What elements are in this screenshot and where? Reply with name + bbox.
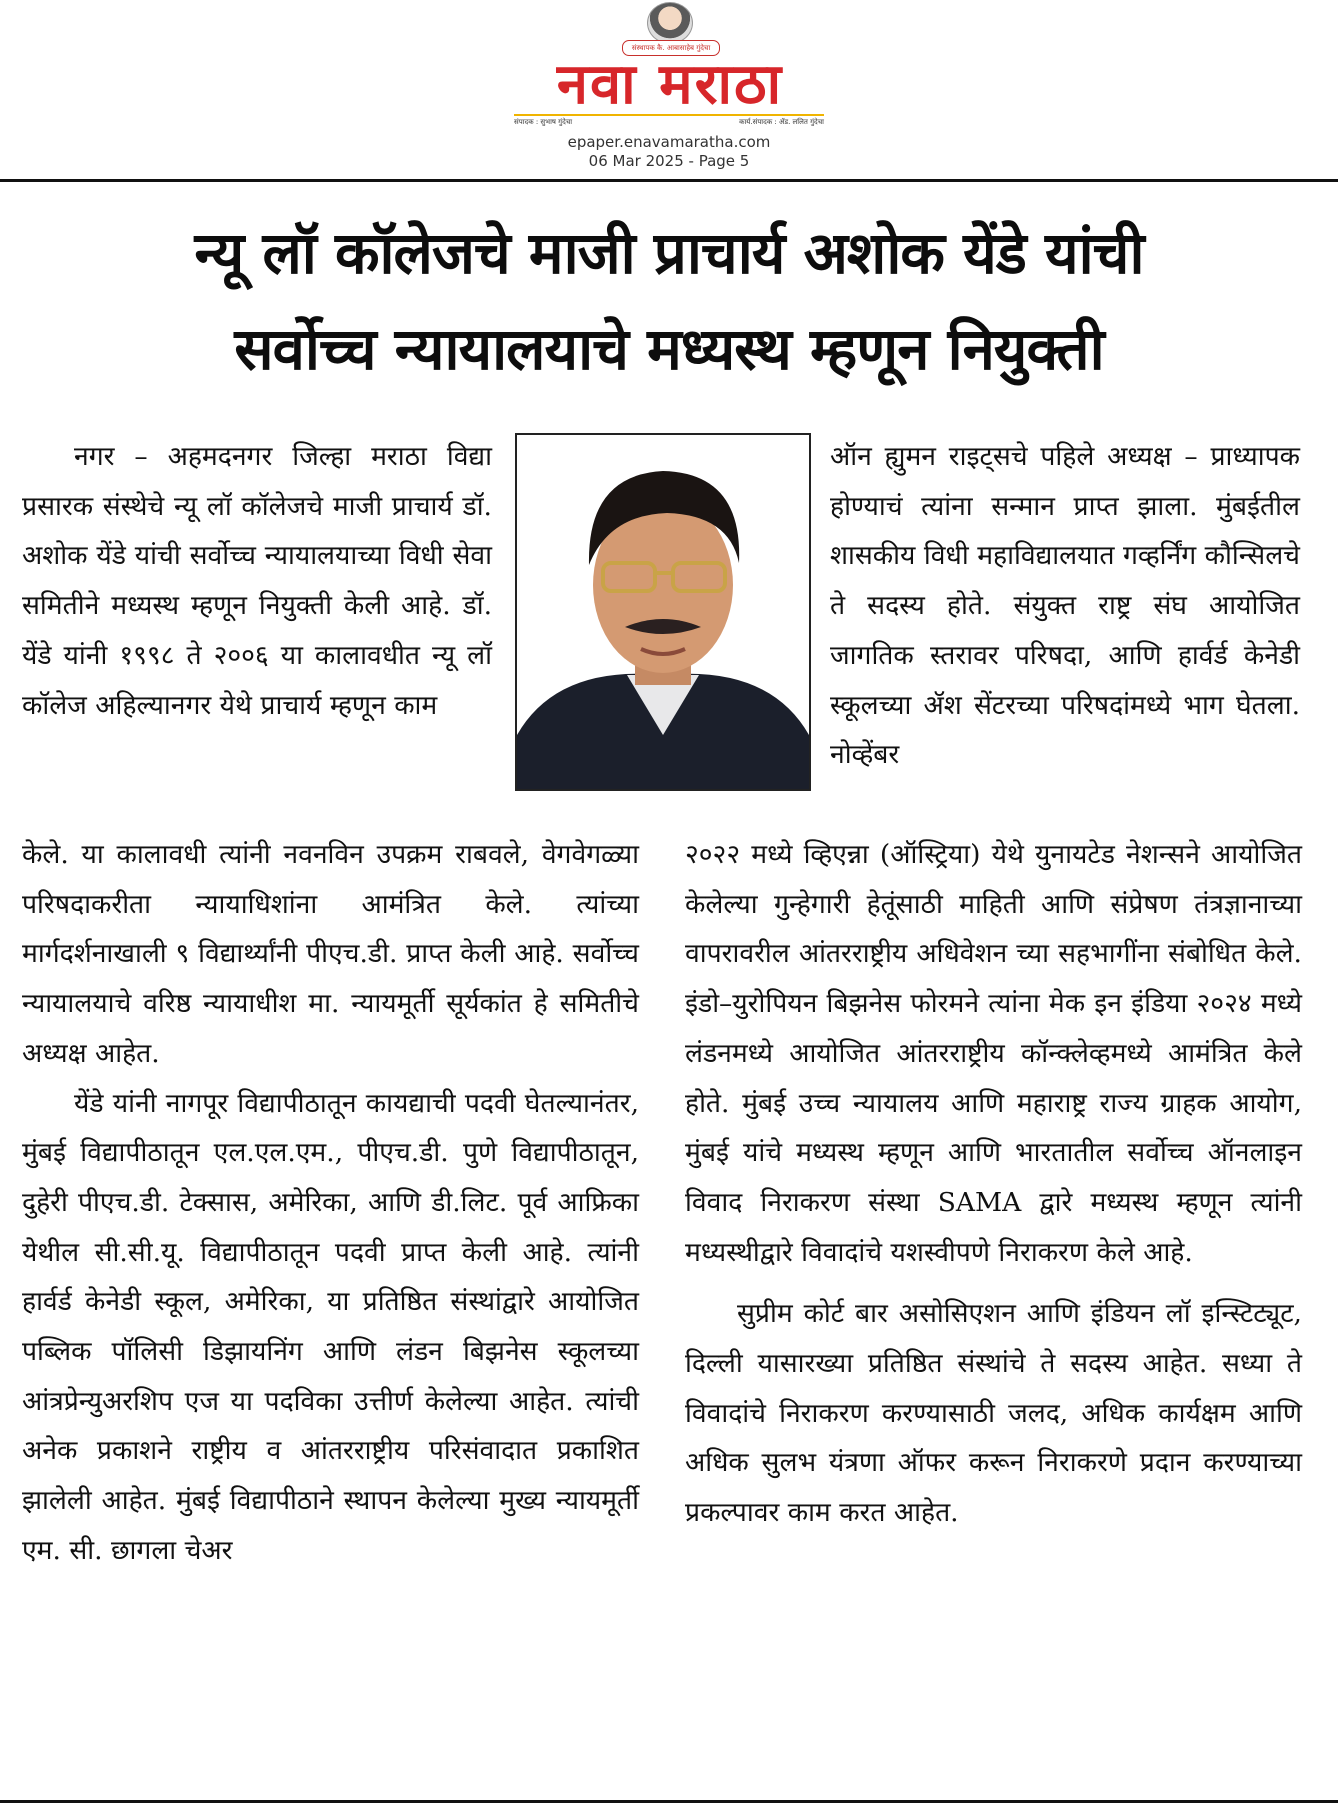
founder-ribbon: संस्थापक कै. आबासाहेब गुंदेचा [622, 40, 720, 56]
paragraph-education: येंडे यांनी नागपूर विद्यापीठातून कायद्याची पदवी घेतल्यानंतर, मुंबई विद्यापीठातून एल.एल.एम., पीएच.डी. पुणे विद्यापीठातून, दुहेरी पीएच.डी. टेक्सास, अमेरिका, आणि डी.लिट. पूर्व आफ्रिका येथील सी.सी.यू. विद्यापीठातून पदवी प्राप्त केली आहे. त्यांनी हार्वर्ड केनेडी स्कूल, अमेरिका, या प्रतिष्ठित संस्थांद्वारे आयोजित पब्लिक पॉलिसी डिझायनिंग आणि लंडन बिझनेस स्कूलच्या आंत्रप्रेन्युअरशिप एज या पदविका उत्तीर्ण केलेल्या आहेत. त्यांची अनेक प्रकाशने राष्ट्रीय व आंतरराष्ट्रीय परिसंवादात प्रकाशित झालेली आहेत. मुंबई विद्यापीठाने स्थापन केलेल्या मुख्य न्यायमूर्ती एम. सी. छागला चेअर [22, 1087, 639, 1566]
person-portrait-icon [517, 435, 809, 789]
headline-line-1: न्यू लॉ कॉलेजचे माजी प्राचार्य अशोक येंडे यांची [194, 219, 1144, 287]
newspaper-logo: नवा मराठा [556, 52, 784, 117]
editor-right: कार्य.संपादक : ॲड. ललित गुंदेचा [739, 118, 824, 126]
column-left-bottom [22, 830, 639, 1576]
column-left-top [22, 432, 492, 730]
column-right-bottom [685, 830, 1302, 1538]
paragraph-human-rights: ऑन ह्युमन राइट्सचे पहिले अध्यक्ष – प्राध्यापक होण्याचं त्यांना सन्मान प्राप्त झाला. मुंबईतील शासकीय विधी महाविद्यालयात गव्हर्निंग कौन्सिलचे ते सदस्य होते. संयुक्त राष्ट्र संघ आयोजित जागतिक स्तरावर परिषदा, आणि हार्वर्ड केनेडी स्कूलच्या ॲश सेंटरच्या परिषदांमध्ये भाग घेतला. नोव्हेंबर [830, 441, 1300, 771]
article-photo [515, 433, 811, 791]
paragraph-memberships: सुप्रीम कोर्ट बार असोसिएशन आणि इंडियन लॉ इन्स्टिट्यूट, दिल्ली यासारख्या प्रतिष्ठित संस्थांचे ते सदस्य आहेत. सध्या ते विवादांचे निराकरण करण्यासाठी जलद, अधिक कार्यक्षम आणि अधिक सुलभ यंत्रणा ऑफर करून निराकरणे प्रदान करण्याच्या प्रकल्पावर काम करत आहेत. [685, 1298, 1302, 1529]
editor-strip [514, 114, 824, 128]
article-headline [20, 205, 1318, 397]
page-date: 06 Mar 2025 - Page 5 [588, 152, 750, 170]
headline-line-2: सर्वोच्च न्यायालयाचे मध्यस्थ म्हणून नियुक्ती [234, 315, 1104, 383]
paragraph-intro: नगर – अहमदनगर जिल्हा मराठा विद्या प्रसारक संस्थेचे न्यू लॉ कॉलेजचे माजी प्राचार्य डॉ. अशोक येंडे यांची सर्वोच्च न्यायालयाच्या विधी सेवा समितीने मध्यस्थ म्हणून नियुक्ती केली आहे. डॉ. येंडे यांनी १९९८ ते २००६ या कालावधीत न्यू लॉ कॉलेज अहिल्यानगर येथे प्राचार्य म्हणून काम [22, 441, 492, 721]
paragraph-tenure: केले. या कालावधी त्यांनी नवनविन उपक्रम राबवले, वेगवेगळ्या परिषदाकरीता न्यायाधिशांना आमंत्रित केले. त्यांच्या मार्गदर्शनाखाली ९ विद्यार्थ्यांनी पीएच.डी. प्राप्त केली आहे. सर्वोच्च न्यायालयाचे वरिष्ठ न्यायाधीश मा. न्यायमूर्ती सूर्यकांत हे समितीचे अध्यक्ष आहेत. [22, 839, 639, 1069]
founder-portrait-icon [647, 2, 693, 44]
column-right-top [830, 432, 1300, 780]
bottom-divider [0, 1800, 1338, 1803]
masthead [0, 0, 1338, 180]
top-divider [0, 179, 1338, 182]
paragraph-international: २०२२ मध्ये व्हिएन्ना (ऑस्ट्रिया) येथे युनायटेड नेशन्सने आयोजित केलेल्या गुन्हेगारी हेतूंसाठी माहिती आणि संप्रेषण तंत्रज्ञानाच्या वापरावरील आंतरराष्ट्रीय अधिवेशन च्या सहभागींना संबोधित केले. इंडो–युरोपियन बिझनेस फोरमने त्यांना मेक इन इंडिया २०२४ मध्ये लंडनमध्ये आयोजित आंतरराष्ट्रीय कॉन्क्लेव्हमध्ये आमंत्रित केले होते. मुंबई उच्च न्यायालय आणि महाराष्ट्र राज्य ग्राहक आयोग, मुंबई यांचे मध्यस्थ म्हणून आणि भारतातील सर्वोच्च ऑनलाइन विवाद निराकरण संस्था SAMA द्वारे मध्यस्थ म्हणून त्यांनी मध्यस्थीद्वारे विवादांचे यशस्वीपणे निराकरण केले आहे. [685, 839, 1302, 1268]
source-url: epaper.enavamaratha.com [567, 133, 771, 151]
editor-left: संपादक : सुभाष गुंदेचा [514, 118, 573, 126]
